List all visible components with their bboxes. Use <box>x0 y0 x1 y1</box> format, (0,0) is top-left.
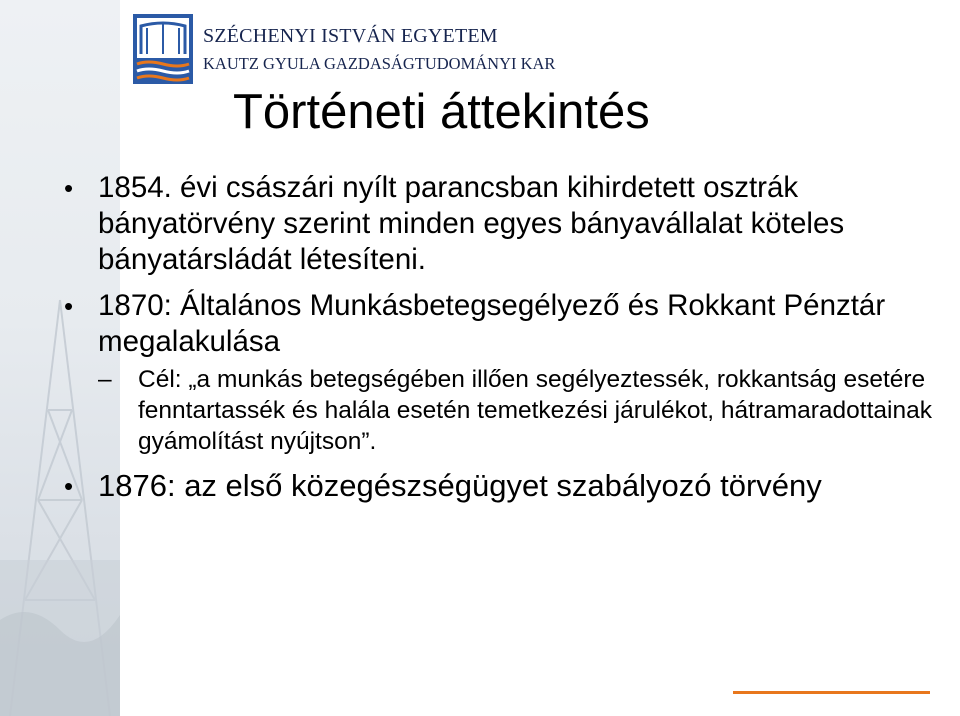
bullet-item <box>60 467 940 505</box>
sub-bullet-item <box>60 364 940 457</box>
accent-rule <box>733 691 930 694</box>
slide-title: Történeti áttekintés <box>233 85 650 139</box>
faculty-name: KAUTZ GYULA GAZDASÁGTUDOMÁNYI KAR <box>203 54 556 73</box>
bullet-text: 1870: Általános Munkásbetegsegélyező és Rokkant Pénztár megalakulása <box>98 289 886 358</box>
university-logo <box>133 14 193 84</box>
university-name: SZÉCHENYI ISTVÁN EGYETEM <box>203 25 498 47</box>
dash-icon: – <box>98 366 112 393</box>
bullet-dot-icon: • <box>64 471 74 501</box>
bullet-item <box>60 170 940 278</box>
bullet-text: 1854. évi császári nyílt parancsban kihirdetett osztrák bányatörvény szerint minden egyes bányavállalat köteles bányatársládát létesíteni. <box>98 171 845 276</box>
bullet-dot-icon: • <box>64 173 74 203</box>
sub-bullet-text: Cél: „a munkás betegségében illően segélyeztessék, rokkantság esetére fenntartassék és halála esetén temetkezési járulékot, hátramaradottainak gyámolítást nyújtson”. <box>138 366 932 455</box>
slide-content <box>60 170 940 515</box>
bullet-item <box>60 288 940 457</box>
bullet-dot-icon: • <box>64 291 74 321</box>
bullet-text: 1876: az első közegészségügyet szabályozó törvény <box>98 468 822 503</box>
